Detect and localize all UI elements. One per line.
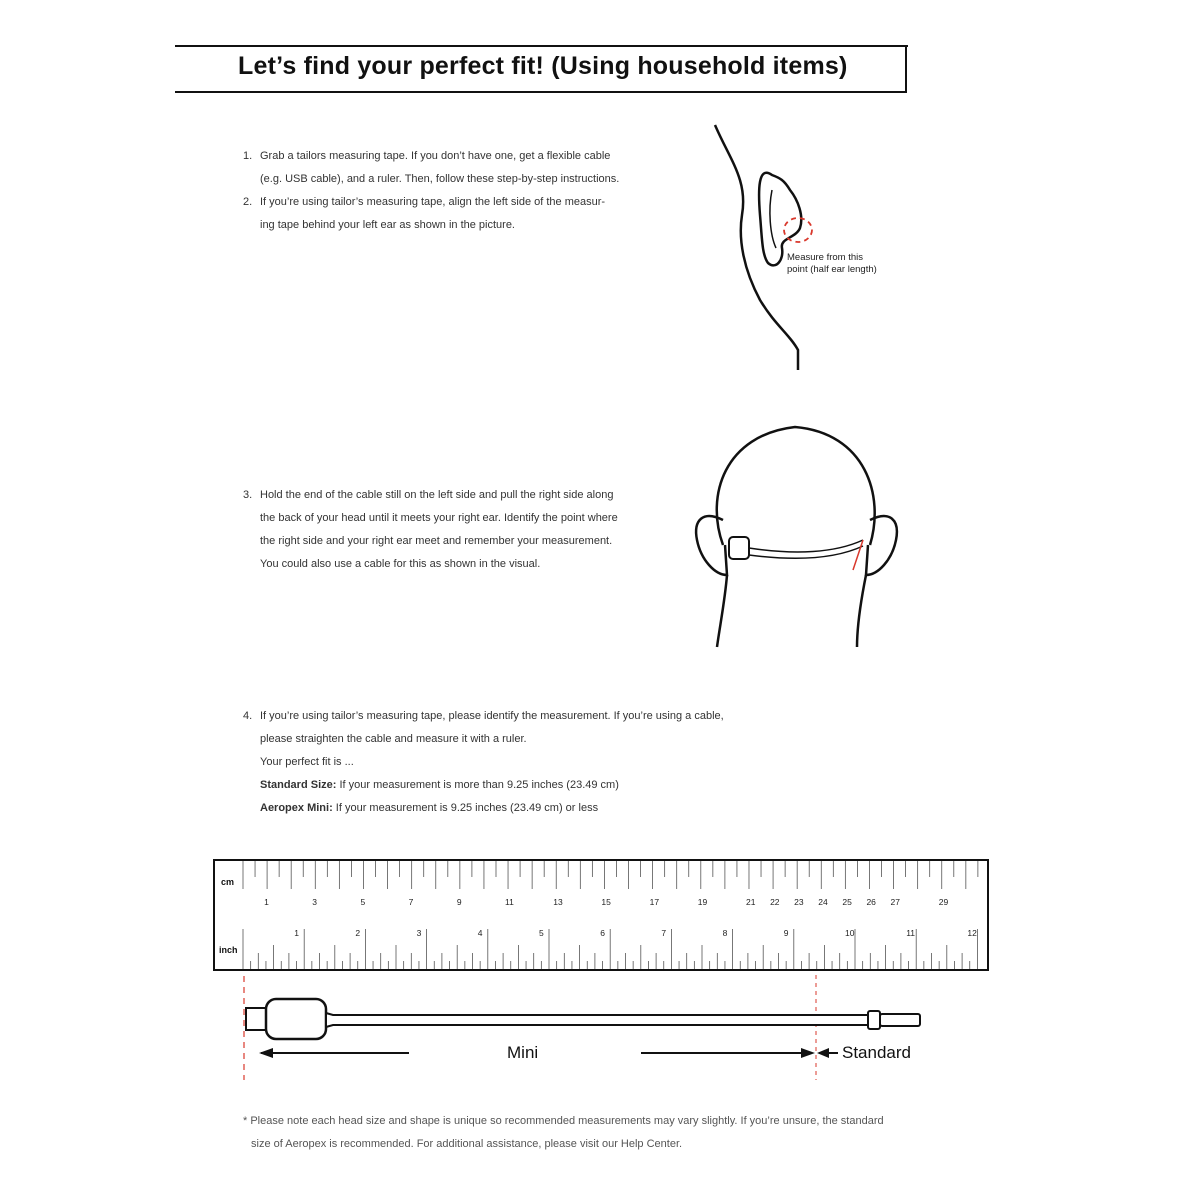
- step-number: 1.: [243, 150, 253, 162]
- step-text-line: If you’re using tailor’s measuring tape, align the left side of the measur-: [260, 196, 606, 208]
- cm-tick-label: 1: [264, 897, 269, 907]
- step-text-line: If you’re using tailor’s measuring tape, please identify the measurement. If you’re using a cable,: [260, 710, 724, 722]
- cable-diagram: [213, 975, 989, 1085]
- cm-tick-label: 13: [553, 897, 563, 907]
- right-ear: [866, 516, 897, 575]
- inch-tick-label: 4: [477, 928, 483, 938]
- cm-tick-label: 29: [938, 897, 949, 907]
- inch-tick-label: 7: [661, 928, 667, 938]
- cm-tick-label: 23: [794, 897, 804, 907]
- standard-label: Standard: [842, 1043, 911, 1062]
- step-text-line: ing tape behind your left ear as shown in the picture.: [260, 219, 515, 231]
- step-text-line: Grab a tailors measuring tape. If you don’t have one, get a flexible cable: [260, 150, 611, 162]
- fit-standard-text: If your measurement is more than 9.25 inches (23.49 cm): [336, 779, 619, 791]
- cm-tick-label: 27: [890, 897, 901, 907]
- head-profile-line: [715, 125, 798, 370]
- cable-end-tip: [880, 1014, 920, 1026]
- footnote-line: size of Aeropex is recommended. For additional assistance, please visit our Help Center.: [251, 1138, 683, 1150]
- ear-profile-illustration: [700, 120, 920, 380]
- ear-inner-line: [770, 190, 776, 248]
- ruler-inch-label: inch: [219, 945, 238, 955]
- cm-tick-label: 11: [505, 897, 514, 907]
- step-text-line: the back of your head until it meets your right ear. Identify the point where: [260, 512, 618, 524]
- cm-tick-label: 19: [697, 897, 708, 907]
- cm-tick-label: 9: [456, 897, 462, 907]
- fit-standard: [260, 774, 724, 797]
- mini-arrow-right-head: [801, 1048, 815, 1058]
- cm-tick-label: 17: [649, 897, 660, 907]
- cm-tick-label: 21: [745, 897, 756, 907]
- cm-tick-label: 15: [601, 897, 611, 907]
- cm-tick-label: 26: [866, 897, 876, 907]
- fit-standard-label: Standard Size:: [260, 779, 337, 791]
- footnote-line: * Please note each head size and shape is unique so recommended measurements may vary slightly. If you’re unsure, the standard: [243, 1115, 884, 1127]
- cm-tick-label: 25: [842, 897, 852, 907]
- inch-tick-label: 1: [294, 928, 299, 938]
- inch-tick-label: 12: [967, 928, 977, 938]
- inch-tick-label: 3: [416, 928, 422, 938]
- left-ear: [696, 516, 727, 575]
- inch-tick-label: 8: [722, 928, 728, 938]
- cm-tick-label: 7: [408, 897, 414, 907]
- fit-mini-text: If your measurement is 9.25 inches (23.49 cm) or less: [332, 802, 599, 814]
- step-text-line: (e.g. USB cable), and a ruler. Then, follow these step-by-step instructions.: [260, 173, 620, 185]
- standard-arrow-head: [817, 1048, 829, 1058]
- ruler-cm-label: cm: [221, 877, 235, 887]
- step-number: 3.: [243, 489, 253, 501]
- cm-tick-label: 5: [360, 897, 366, 907]
- head-outline: [717, 427, 875, 545]
- fit-mini-label: Aeropex Mini:: [260, 802, 333, 814]
- inch-tick-label: 11: [906, 928, 916, 938]
- ear-callout: [787, 252, 877, 276]
- cm-tick-label: 3: [312, 897, 318, 907]
- neck-right: [857, 575, 866, 647]
- step-text-line: You could also use a cable for this as shown in the visual.: [260, 558, 541, 570]
- step-text-line: please straighten the cable and measure it with a ruler.: [260, 733, 527, 745]
- step-number: 4.: [243, 710, 253, 722]
- inch-tick-label: 5: [539, 928, 544, 938]
- inch-tick-label: 9: [783, 928, 789, 938]
- callout-line: Measure from this: [787, 252, 864, 263]
- footnote: [243, 1110, 884, 1156]
- cable-end-marker: [853, 540, 863, 570]
- cable-connector: [729, 537, 749, 559]
- inch-tick-label: 6: [600, 928, 605, 938]
- fit-mini: [260, 797, 724, 820]
- head-back-illustration: [685, 415, 915, 655]
- inch-tick-label: 2: [355, 928, 361, 938]
- cable-end-collar: [868, 1011, 880, 1029]
- cm-tick-label: 22: [770, 897, 780, 907]
- fit-intro: Your perfect fit is ...: [260, 756, 354, 768]
- cable-line: [749, 540, 863, 552]
- usb-connector-body: [266, 999, 326, 1039]
- cable-body: [326, 1013, 868, 1027]
- page-title: Let’s find your perfect fit! (Using household items): [238, 52, 848, 80]
- title-box-top-border: [175, 45, 908, 47]
- callout-line: point (half ear length): [787, 264, 877, 275]
- cm-tick-label: 24: [818, 897, 828, 907]
- mini-label: Mini: [507, 1043, 539, 1062]
- usb-plug: [246, 1008, 266, 1030]
- step-number: 2.: [243, 196, 253, 208]
- ruler-ticks: [213, 859, 989, 971]
- neck-left: [717, 575, 727, 647]
- step-text-line: Hold the end of the cable still on the left side and pull the right side along: [260, 489, 614, 501]
- mini-arrow-left-head: [259, 1048, 273, 1058]
- inch-tick-label: 10: [845, 928, 855, 938]
- step-text-line: the right side and your right ear meet and remember your measurement.: [260, 535, 613, 547]
